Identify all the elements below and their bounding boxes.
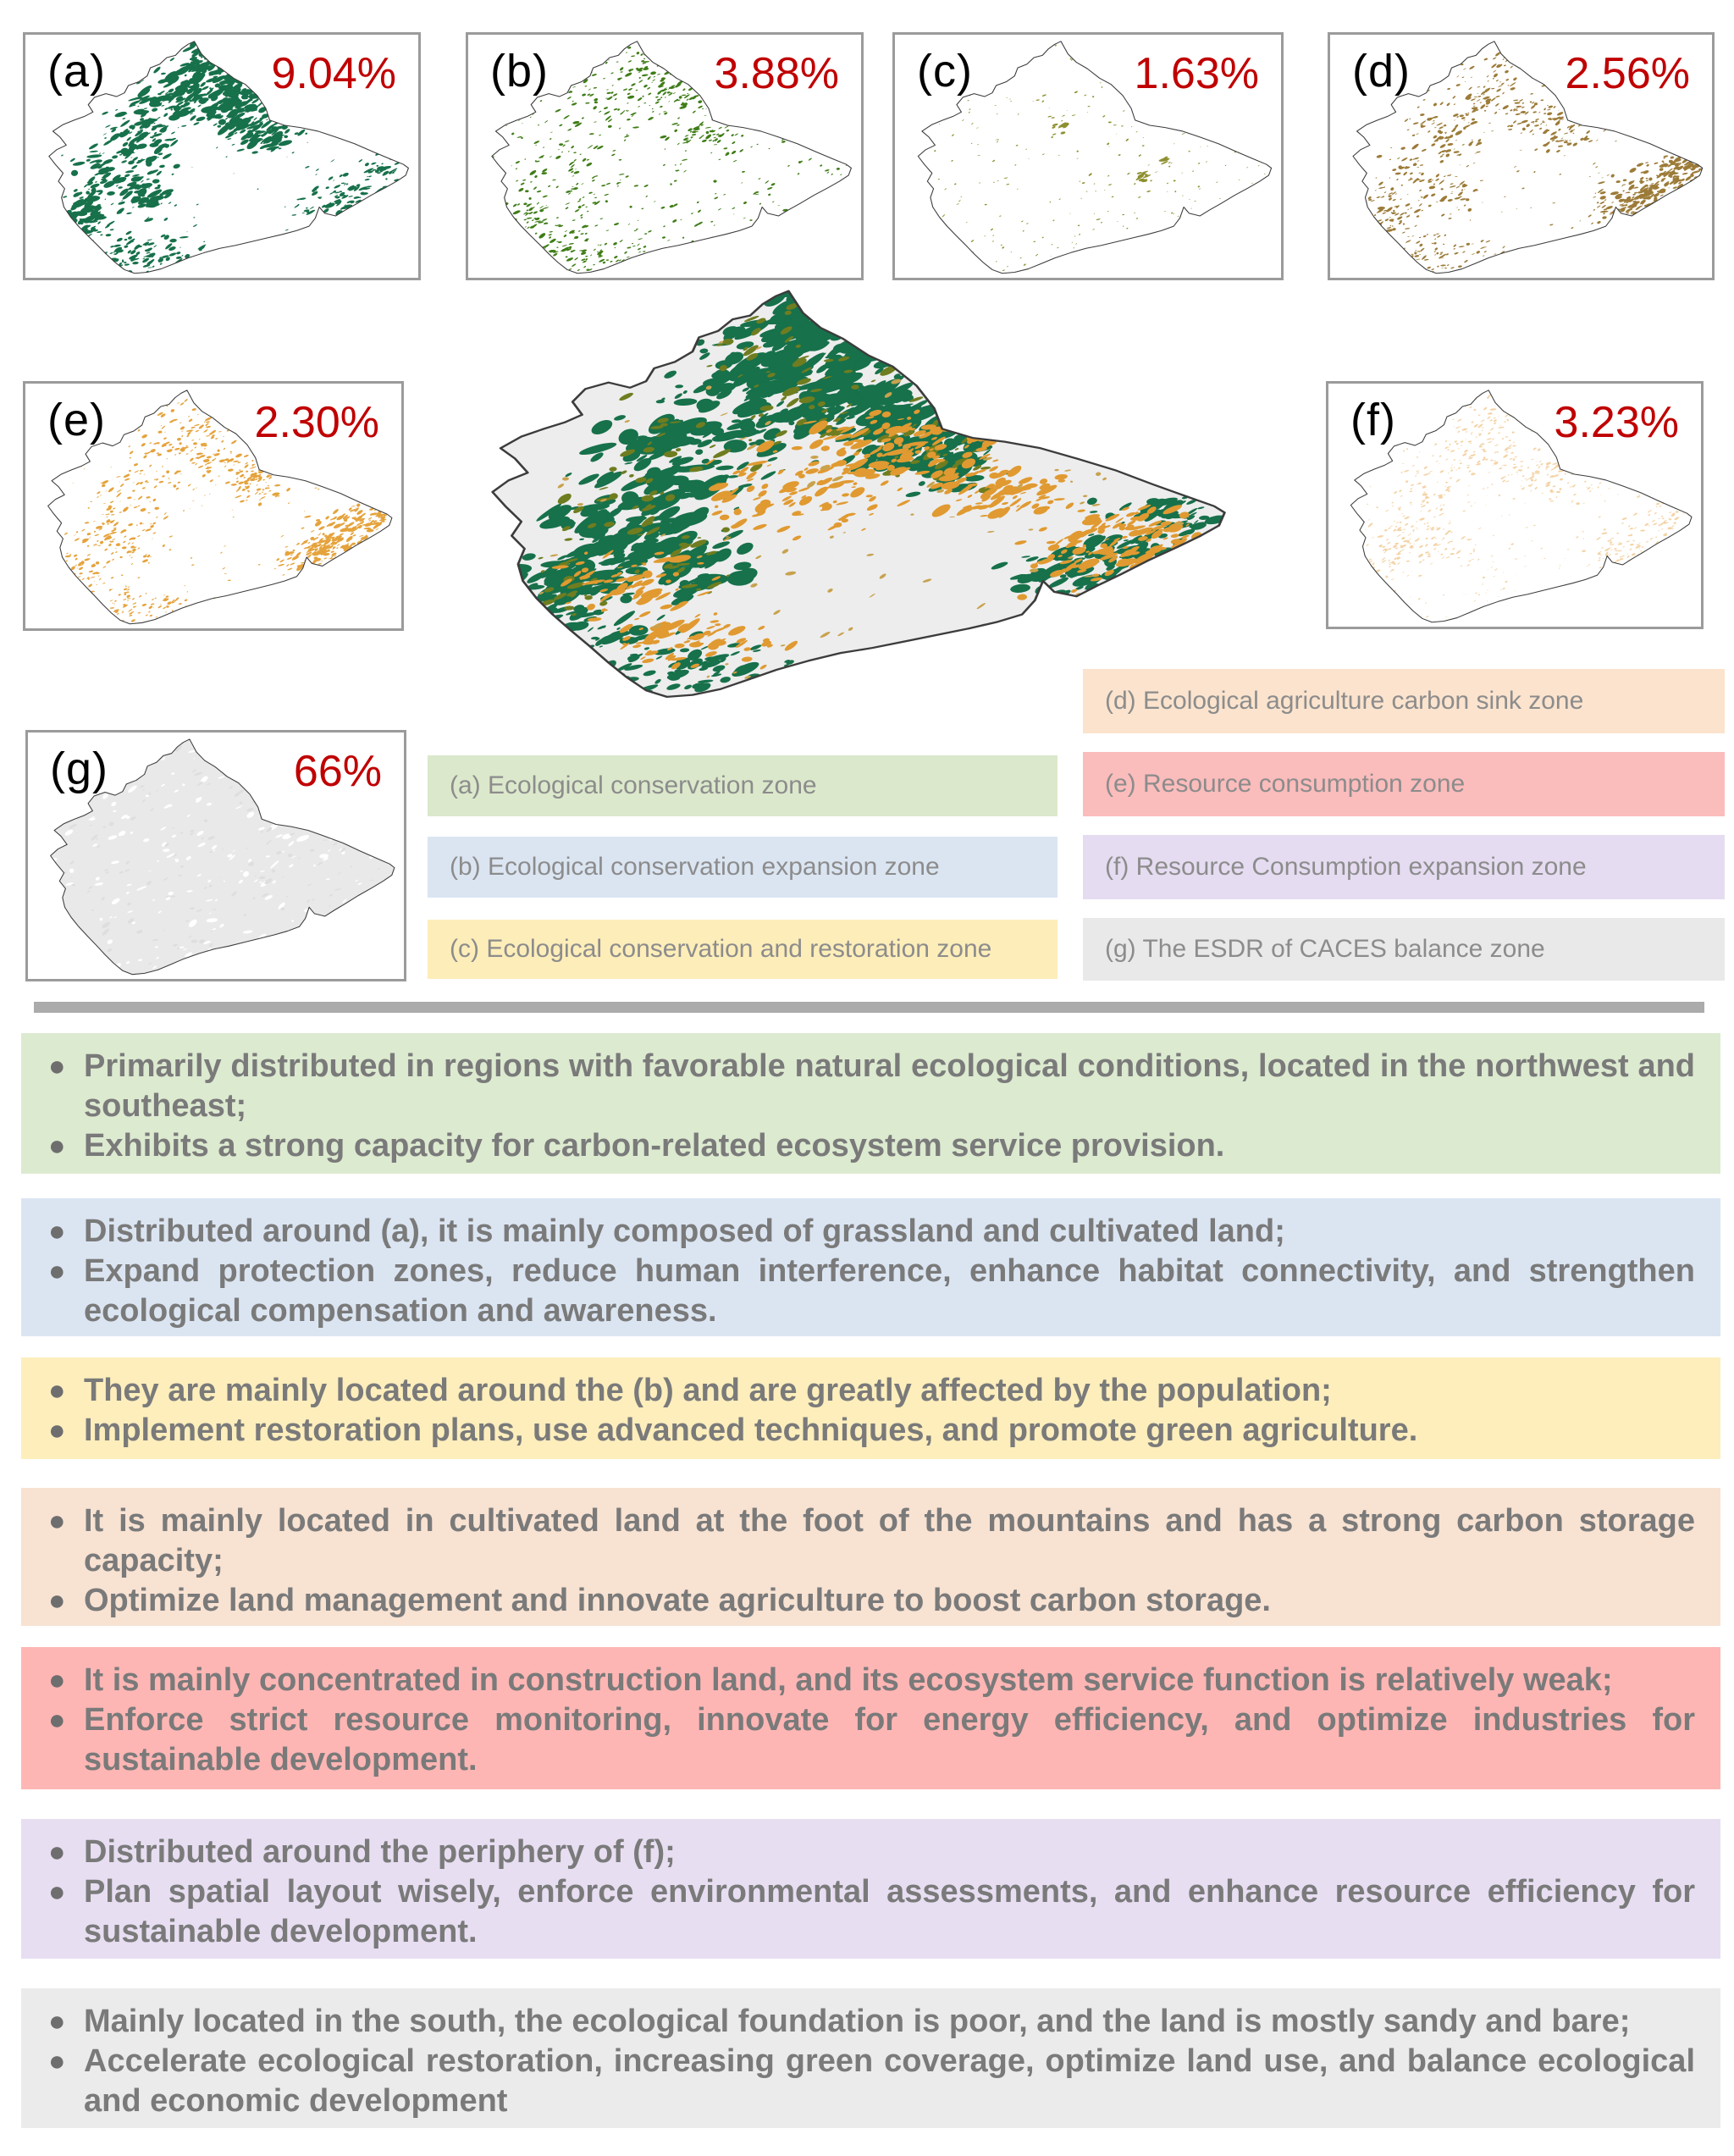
bullet-text: It is mainly concentrated in construction land, and its ecosystem service function is relatively weak; bbox=[84, 1662, 1613, 1698]
bullet-item bbox=[47, 1411, 1695, 1451]
central-composite-map bbox=[445, 279, 1245, 705]
panel-letter-d: (d) bbox=[1352, 46, 1411, 97]
bullet-dot-icon: ● bbox=[48, 1836, 66, 1868]
bullet-text: Mainly located in the south, the ecological foundation is poor, and the land is mostly sandy and bare; bbox=[84, 2004, 1631, 2039]
bullet-text: Distributed around the periphery of (f); bbox=[84, 1834, 676, 1870]
description-block-b bbox=[21, 1198, 1720, 1336]
bullet-dot-icon: ● bbox=[48, 1664, 66, 1696]
bullet-dot-icon: ● bbox=[48, 1255, 66, 1287]
bullet-dot-icon: ● bbox=[48, 1050, 66, 1082]
bullet-item bbox=[47, 1700, 1695, 1780]
panel-percent-f: 3.23% bbox=[1554, 398, 1679, 447]
legend-item-f bbox=[1083, 835, 1725, 899]
panel-letter-f: (f) bbox=[1350, 395, 1396, 445]
bullet-item bbox=[47, 1047, 1695, 1126]
legend-item-c bbox=[428, 920, 1058, 979]
description-block-d bbox=[21, 1488, 1720, 1626]
bullet-text: Expand protection zones, reduce human interference, enhance habitat connectivity, and strengthen ecological compensation and awareness. bbox=[84, 1253, 1695, 1329]
bullet-item bbox=[47, 1371, 1695, 1411]
map-panel-f bbox=[1326, 381, 1704, 629]
bullet-text: Distributed around (a), it is mainly composed of grassland and cultivated land; bbox=[84, 1213, 1285, 1249]
section-divider bbox=[34, 1002, 1704, 1013]
description-block-g bbox=[21, 1988, 1720, 2128]
panel-letter-g: (g) bbox=[50, 744, 108, 794]
panel-letter-b: (b) bbox=[490, 46, 549, 97]
bullet-item bbox=[47, 1252, 1695, 1331]
legend-item-e bbox=[1083, 752, 1725, 816]
bullet-text: Primarily distributed in regions with favorable natural ecological conditions, located in the northwest and southeast; bbox=[84, 1048, 1695, 1124]
panel-letter-e: (e) bbox=[47, 395, 106, 445]
bullet-text: Enforce strict resource monitoring, innovate for energy efficiency, and optimize industries for sustainable development. bbox=[84, 1702, 1695, 1777]
legend-label-d: (d) Ecological agriculture carbon sink zone bbox=[1105, 687, 1584, 715]
legend-label-g: (g) The ESDR of CACES balance zone bbox=[1105, 935, 1545, 963]
map-panel-c bbox=[892, 32, 1284, 280]
bullet-dot-icon: ● bbox=[48, 1130, 66, 1162]
description-block-a bbox=[21, 1033, 1720, 1174]
panel-percent-e: 2.30% bbox=[254, 398, 379, 447]
panel-percent-a: 9.04% bbox=[271, 49, 396, 98]
description-block-c bbox=[21, 1357, 1720, 1459]
panel-letter-c: (c) bbox=[917, 46, 973, 97]
bullet-text: Accelerate ecological restoration, increasing green coverage, optimize land use, and balance ecological and economic development bbox=[84, 2043, 1695, 2119]
legend-label-e: (e) Resource consumption zone bbox=[1105, 770, 1466, 798]
legend-item-g bbox=[1083, 918, 1725, 981]
bullet-item bbox=[47, 1126, 1695, 1166]
panel-percent-c: 1.63% bbox=[1134, 49, 1259, 98]
bullet-text: Exhibits a strong capacity for carbon-related ecosystem service provision. bbox=[84, 1128, 1225, 1164]
bullet-item bbox=[47, 1581, 1695, 1621]
legend-label-b: (b) Ecological conservation expansion zone bbox=[450, 853, 940, 881]
bullet-item bbox=[47, 1833, 1695, 1872]
bullet-item bbox=[47, 1501, 1695, 1581]
bullet-text: They are mainly located around the (b) and are greatly affected by the population; bbox=[84, 1373, 1332, 1408]
bullet-text: Implement restoration plans, use advanced techniques, and promote green agriculture. bbox=[84, 1412, 1418, 1448]
map-panel-b bbox=[466, 32, 864, 280]
bullet-dot-icon: ● bbox=[48, 1414, 66, 1446]
bullet-dot-icon: ● bbox=[48, 1876, 66, 1908]
panel-percent-g: 66% bbox=[293, 747, 382, 796]
bullet-item bbox=[47, 1212, 1695, 1252]
map-panel-e bbox=[23, 381, 404, 631]
bullet-dot-icon: ● bbox=[48, 1215, 66, 1247]
panel-percent-b: 3.88% bbox=[714, 49, 839, 98]
legend-item-b bbox=[428, 837, 1058, 898]
legend-item-d bbox=[1083, 669, 1725, 733]
description-block-e bbox=[21, 1647, 1720, 1789]
bullet-item bbox=[47, 1872, 1695, 1952]
legend-label-a: (a) Ecological conservation zone bbox=[450, 771, 817, 799]
bullet-dot-icon: ● bbox=[48, 1584, 66, 1617]
map-panel-g bbox=[25, 730, 406, 981]
bullet-item bbox=[47, 2042, 1695, 2121]
legend-label-c: (c) Ecological conservation and restoration zone bbox=[450, 935, 992, 963]
legend-item-a bbox=[428, 755, 1058, 816]
description-block-f bbox=[21, 1819, 1720, 1959]
bullet-item bbox=[47, 1661, 1695, 1700]
bullet-text: It is mainly located in cultivated land at the foot of the mountains and has a strong carbon storage capacity; bbox=[84, 1503, 1695, 1578]
bullet-dot-icon: ● bbox=[48, 2045, 66, 2077]
bullet-dot-icon: ● bbox=[48, 1374, 66, 1407]
panel-letter-a: (a) bbox=[47, 46, 106, 97]
map-panel-d bbox=[1328, 32, 1715, 280]
bullet-dot-icon: ● bbox=[48, 1704, 66, 1736]
bullet-dot-icon: ● bbox=[48, 1505, 66, 1537]
map-panel-a bbox=[23, 32, 421, 280]
bullet-item bbox=[47, 2002, 1695, 2042]
bullet-text: Plan spatial layout wisely, enforce environmental assessments, and enhance resource efficiency for sustainable development. bbox=[84, 1874, 1695, 1949]
bullet-text: Optimize land management and innovate agriculture to boost carbon storage. bbox=[84, 1583, 1271, 1618]
map-central bbox=[445, 279, 1245, 705]
panel-percent-d: 2.56% bbox=[1565, 49, 1690, 98]
legend-label-f: (f) Resource Consumption expansion zone bbox=[1105, 853, 1587, 881]
bullet-dot-icon: ● bbox=[48, 2005, 66, 2037]
